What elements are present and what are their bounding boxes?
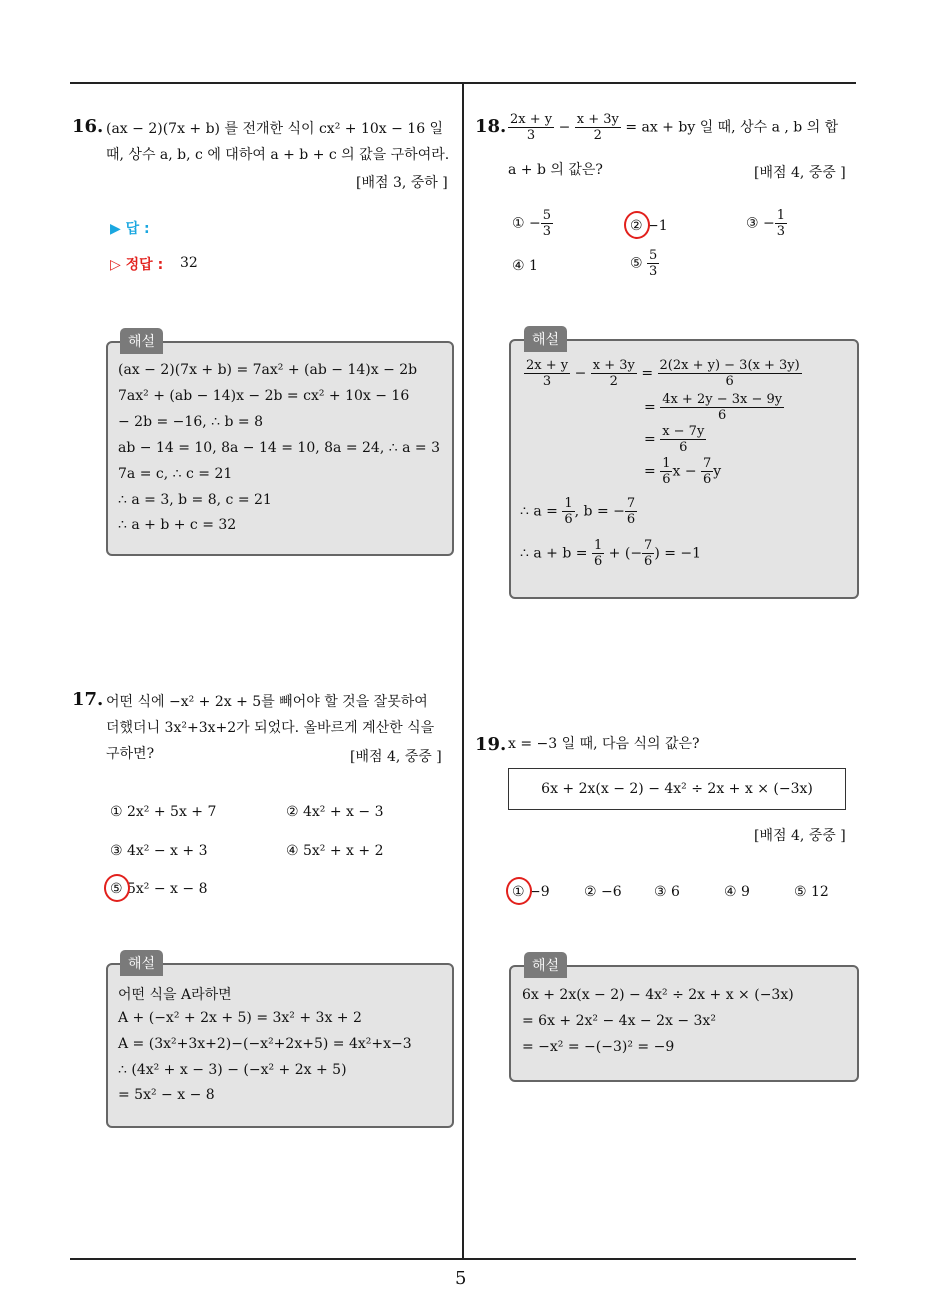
q18-sol-line: = $\frac{4x + 2y - 3x - 9y}{6}$ (644, 392, 783, 423)
q17-score: [배점 4, 중중 ] (350, 749, 442, 765)
q17-choice-1[interactable]: ① 2x² + 5x + 7 (110, 804, 217, 820)
q16-sol-line: ∴ a + b + c = 32 (118, 517, 237, 533)
q16-line2: 때, 상수 a, b, c 에 대하여 a + b + c 의 값을 구하여라. (106, 147, 450, 163)
q18-choice-3[interactable]: ③ − $\frac{1}{3}$ (746, 208, 786, 239)
q16-sol-line: − 2b = −16, ∴ b = 8 (118, 414, 263, 430)
q16-correct-label: ▷ 정답 : (110, 257, 164, 273)
q18-line2: a + b 의 값은? (508, 162, 603, 178)
q19-number: 19. (475, 734, 507, 755)
q17-line1: 어떤 식에 −x² + 2x + 5를 빼어야 할 것을 잘못하여 (106, 694, 428, 710)
q18-choice-1[interactable]: ① − $\frac{5}{3}$ (512, 208, 552, 239)
q18-choice-2[interactable]: ② −1 (630, 218, 668, 234)
q17-answer-mark-icon (104, 874, 130, 902)
q17-sol-line: 어떤 식을 A라하면 (118, 987, 232, 1003)
q19-sol-line: = −x² = −(−3)² = −9 (522, 1039, 675, 1055)
q17-choice-5[interactable]: ⑤ 5x² − x − 8 (110, 881, 208, 897)
q19-choice-3[interactable]: ③ 6 (654, 884, 680, 900)
q19-expression: 6x + 2x(x − 2) − 4x² ÷ 2x + x × (−3x) (541, 781, 813, 797)
q19-choice-5[interactable]: ⑤ 12 (794, 884, 829, 900)
q16-answer-label: ▶ 답 : (110, 221, 150, 237)
q16-solution-tag: 해설 (120, 328, 163, 354)
q19-choice-2[interactable]: ② −6 (584, 884, 622, 900)
q16-sol-line: (ax − 2)(7x + b) = 7ax² + (ab − 14)x − 2b (118, 362, 418, 378)
q17-choice-3[interactable]: ③ 4x² − x + 3 (110, 843, 208, 859)
q17-choice-2[interactable]: ② 4x² + x − 3 (286, 804, 384, 820)
q18-number: 18. (475, 116, 507, 137)
q18-answer-mark-icon (624, 211, 650, 239)
q18-sol-line: ∴ a + b = $\frac{1}{6}$ + (− $\frac{7}{6}$ ) = −1 (520, 538, 702, 569)
q18-fraction: $\frac{x + 3y}{2}$ (576, 112, 619, 143)
q18-line1-tail: = ax + by 일 때, 상수 a , b 의 합 (625, 119, 839, 136)
q18-sol-line: ∴ a = $\frac{1}{6}$ , b = − $\frac{7}{6}$ (520, 496, 636, 527)
q16-sol-line: ab − 14 = 10, 8a − 14 = 10, 8a = 24, ∴ a = 3 (118, 440, 440, 456)
q16-line1: (ax − 2)(7x + b) 를 전개한 식이 cx² + 10x − 16 일 (106, 121, 444, 137)
q19-sol-line: 6x + 2x(x − 2) − 4x² ÷ 2x + x × (−3x) (522, 987, 794, 1003)
q17-solution-tag: 해설 (120, 950, 163, 976)
q16-number: 16. (72, 116, 104, 137)
q17-line3: 구하면? (106, 746, 155, 762)
q17-sol-line: A + (−x² + 2x + 5) = 3x² + 3x + 2 (118, 1010, 362, 1026)
q19-answer-mark-icon (506, 877, 532, 905)
q17-sol-line: = 5x² − x − 8 (118, 1087, 215, 1103)
q17-line2: 더했더니 3x²+3x+2가 되었다. 올바르게 계산한 식을 (106, 720, 435, 736)
q16-sol-line: 7a = c, ∴ c = 21 (118, 466, 233, 482)
page-number: 5 (455, 1268, 467, 1289)
q19-solution-tag: 해설 (524, 952, 567, 978)
q18-choice-4[interactable]: ④ 1 (512, 258, 538, 274)
q19-choice-4[interactable]: ④ 9 (724, 884, 750, 900)
q19-score: [배점 4, 중중 ] (754, 828, 846, 844)
q18-score: [배점 4, 중중 ] (754, 165, 846, 181)
q16-sol-line: ∴ a = 3, b = 8, c = 21 (118, 492, 272, 508)
q18-sol-line: $\frac{2x + y}{3}$ − $\frac{x + 3y}{2}$ = $\frac{2(2x + y) - 3(x + 3y)}{6}$ (526, 358, 800, 389)
q18-sol-line: = $\frac{1}{6}$ x − $\frac{7}{6}$ y (644, 456, 722, 487)
q16-correct-value: 32 (180, 255, 198, 271)
q18-fraction: $\frac{2x + y}{3}$ (510, 112, 553, 143)
q18-choice-5[interactable]: ⑤ $\frac{5}{3}$ (630, 248, 658, 279)
q18-solution-tag: 해설 (524, 326, 567, 352)
q18-equation: $\frac{2x + y}{3}$ − $\frac{x + 3y}{2}$ = ax + by 일 때, 상수 a , b 의 합 (510, 112, 839, 143)
q16-sol-line: 7ax² + (ab − 14)x − 2b = cx² + 10x − 16 (118, 388, 410, 404)
q17-sol-line: ∴ (4x² + x − 3) − (−x² + 2x + 5) (118, 1062, 347, 1078)
q19-line1: x = −3 일 때, 다음 식의 값은? (508, 736, 700, 752)
bottom-rule (70, 1258, 856, 1260)
q16-score: [배점 3, 중하 ] (356, 175, 448, 191)
q19-choice-1[interactable]: ① −9 (512, 884, 550, 900)
q17-number: 17. (72, 689, 104, 710)
q19-sol-line: = 6x + 2x² − 4x − 2x − 3x² (522, 1013, 716, 1029)
column-divider (462, 84, 464, 1259)
q17-sol-line: A = (3x²+3x+2)−(−x²+2x+5) = 4x²+x−3 (118, 1036, 412, 1052)
q18-sol-line: = $\frac{x - 7y}{6}$ (644, 424, 705, 455)
q17-choice-4[interactable]: ④ 5x² + x + 2 (286, 843, 384, 859)
